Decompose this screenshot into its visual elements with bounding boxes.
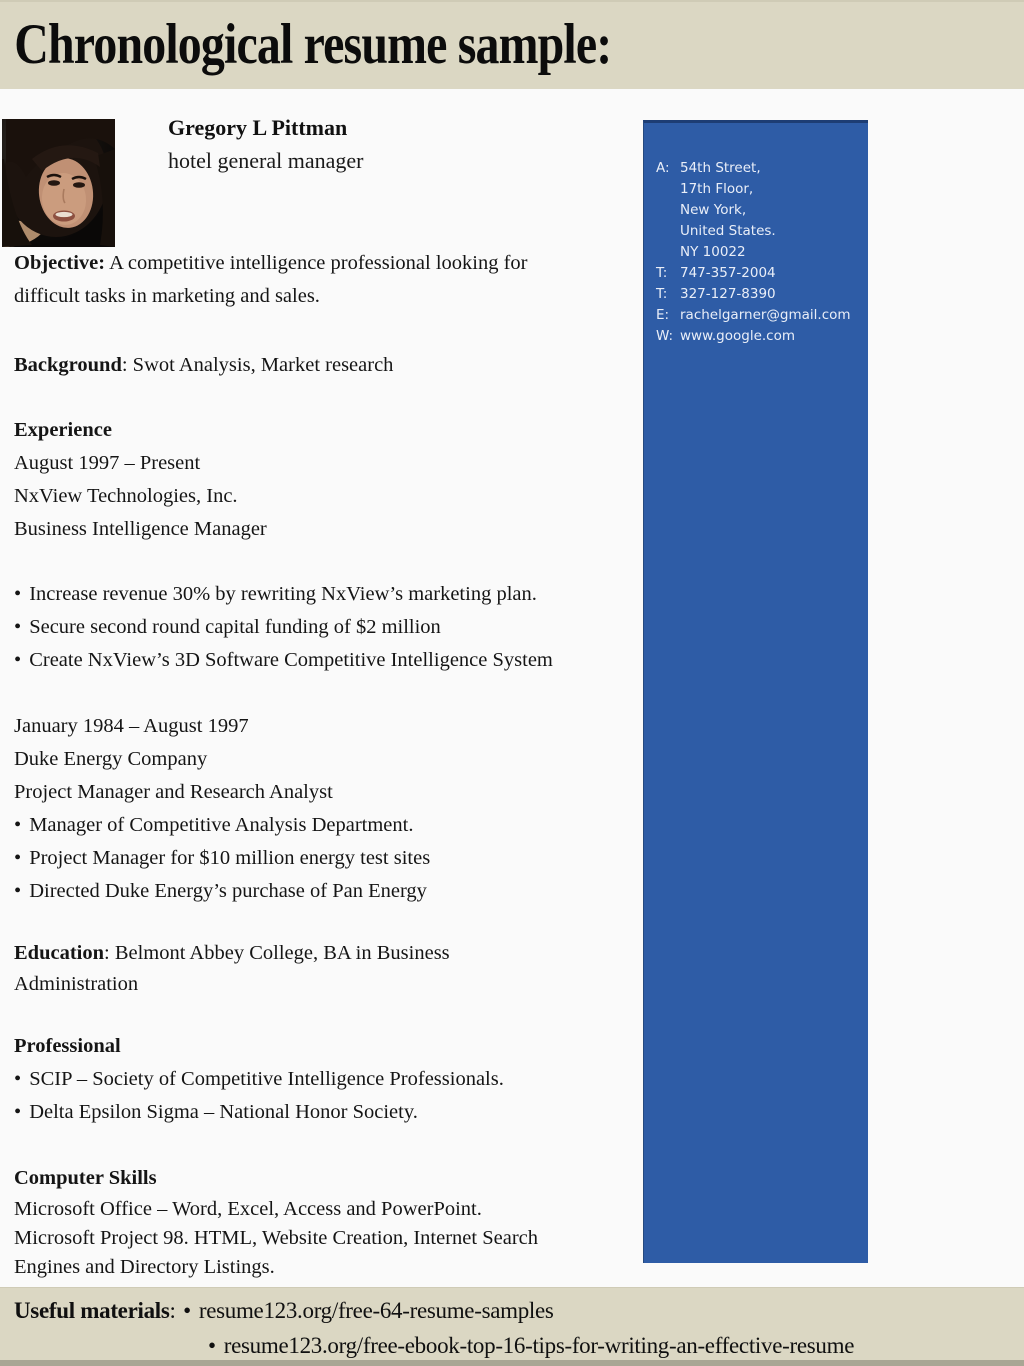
contact-card (643, 120, 868, 1263)
skills-text: Microsoft Project 98. HTML, Website Creation, Internet Search (14, 1227, 539, 1249)
bullet-icon: • (14, 1068, 22, 1090)
page-title: Chronological resume sample: (14, 13, 612, 76)
footer-link-2[interactable]: resume123.org/free-ebook-top-16-tips-for-writing-an-effective-resume (223, 1333, 855, 1358)
bullet-item: • Project Manager for $10 million energy test sites (14, 842, 630, 875)
address-line: New York, (680, 202, 747, 218)
bullet-item: • SCIP – Society of Competitive Intelligence Professionals. (14, 1063, 630, 1096)
phone-number: 747-357-2004 (680, 265, 776, 281)
bullet-icon: • (14, 649, 22, 671)
address-label: A: (656, 160, 670, 176)
bullet-icon: • (14, 583, 22, 605)
website-label: W: (656, 328, 674, 344)
contact-entry-phone-2 (656, 284, 860, 305)
footer-line-2 (14, 1328, 1024, 1363)
phone-number: 327-127-8390 (680, 286, 776, 302)
contact-entry-phone-1 (656, 263, 860, 284)
bullet-item: • Delta Epsilon Sigma – National Honor Society. (14, 1096, 630, 1129)
email-label: E: (656, 307, 670, 323)
footer-line-1 (14, 1293, 1024, 1328)
website-url[interactable]: www.google.com (680, 328, 796, 344)
education-label: Education (14, 942, 104, 964)
objective-label: Objective: (14, 252, 106, 274)
resume-main-column (14, 247, 630, 1282)
background-label: Background (14, 354, 122, 376)
contact-entry-website (656, 326, 860, 347)
bullet-icon: • (14, 880, 22, 902)
contact-entry-email (656, 305, 860, 326)
bullet-icon: • (14, 847, 22, 869)
bullet-icon: • (183, 1298, 191, 1323)
candidate-name: Gregory L Pittman (168, 115, 348, 140)
job-title: Business Intelligence Manager (14, 518, 267, 540)
footer-link-1[interactable]: resume123.org/free-64-resume-samples (198, 1298, 554, 1323)
phone-label: T: (656, 265, 668, 281)
job-company: Duke Energy Company (14, 748, 208, 770)
bullet-item: • Increase revenue 30% by rewriting NxView’s marketing plan. (14, 578, 630, 611)
experience-heading: Experience (14, 419, 112, 441)
footer-label: Useful materials (14, 1298, 170, 1323)
job-title: Project Manager and Research Analyst (14, 781, 333, 803)
address-line: NY 10022 (680, 244, 746, 260)
job-dates: August 1997 – Present (14, 452, 201, 474)
bullet-icon: • (14, 814, 22, 836)
address-line: 17th Floor, (680, 181, 754, 197)
useful-materials-footer (0, 1287, 1024, 1366)
bullet-item: • Secure second round capital funding of $2 million (14, 611, 630, 644)
address-line: United States. (680, 223, 776, 239)
objective-text: Objective: A competitive intelligence professional looking for (14, 252, 528, 274)
bullet-item: • Directed Duke Energy’s purchase of Pan Energy (14, 875, 630, 908)
job-dates: January 1984 – August 1997 (14, 715, 249, 737)
professional-heading: Professional (14, 1035, 121, 1057)
objective-text: difficult tasks in marketing and sales. (14, 285, 320, 307)
education-text: Administration (14, 973, 139, 995)
address-line: 54th Street, (680, 160, 761, 176)
identity-block (168, 113, 363, 176)
profile-photo (2, 119, 115, 247)
background-text: Background: Swot Analysis, Market research (14, 354, 394, 376)
job-company: NxView Technologies, Inc. (14, 485, 238, 507)
email-address[interactable]: rachelgarner@gmail.com (680, 307, 851, 323)
bullet-item: • Manager of Competitive Analysis Department. (14, 809, 630, 842)
bullet-icon: • (14, 1101, 22, 1123)
skills-text: Engines and Directory Listings. (14, 1256, 275, 1278)
footer-separator: : (169, 1298, 182, 1323)
phone-label: T: (656, 286, 668, 302)
education-text: Education: Belmont Abbey College, BA in Business (14, 942, 450, 964)
skills-text: Microsoft Office – Word, Excel, Access and PowerPoint. (14, 1198, 482, 1220)
bullet-item: • Create NxView’s 3D Software Competitive Intelligence System (14, 644, 630, 677)
computer-skills-heading: Computer Skills (14, 1167, 157, 1189)
portrait-illustration (2, 119, 115, 247)
contact-entry-address (656, 158, 860, 263)
slide-title-banner (0, 0, 1024, 89)
bullet-icon: • (14, 616, 22, 638)
candidate-job-title: hotel general manager (168, 148, 364, 173)
bullet-icon: • (208, 1333, 216, 1358)
